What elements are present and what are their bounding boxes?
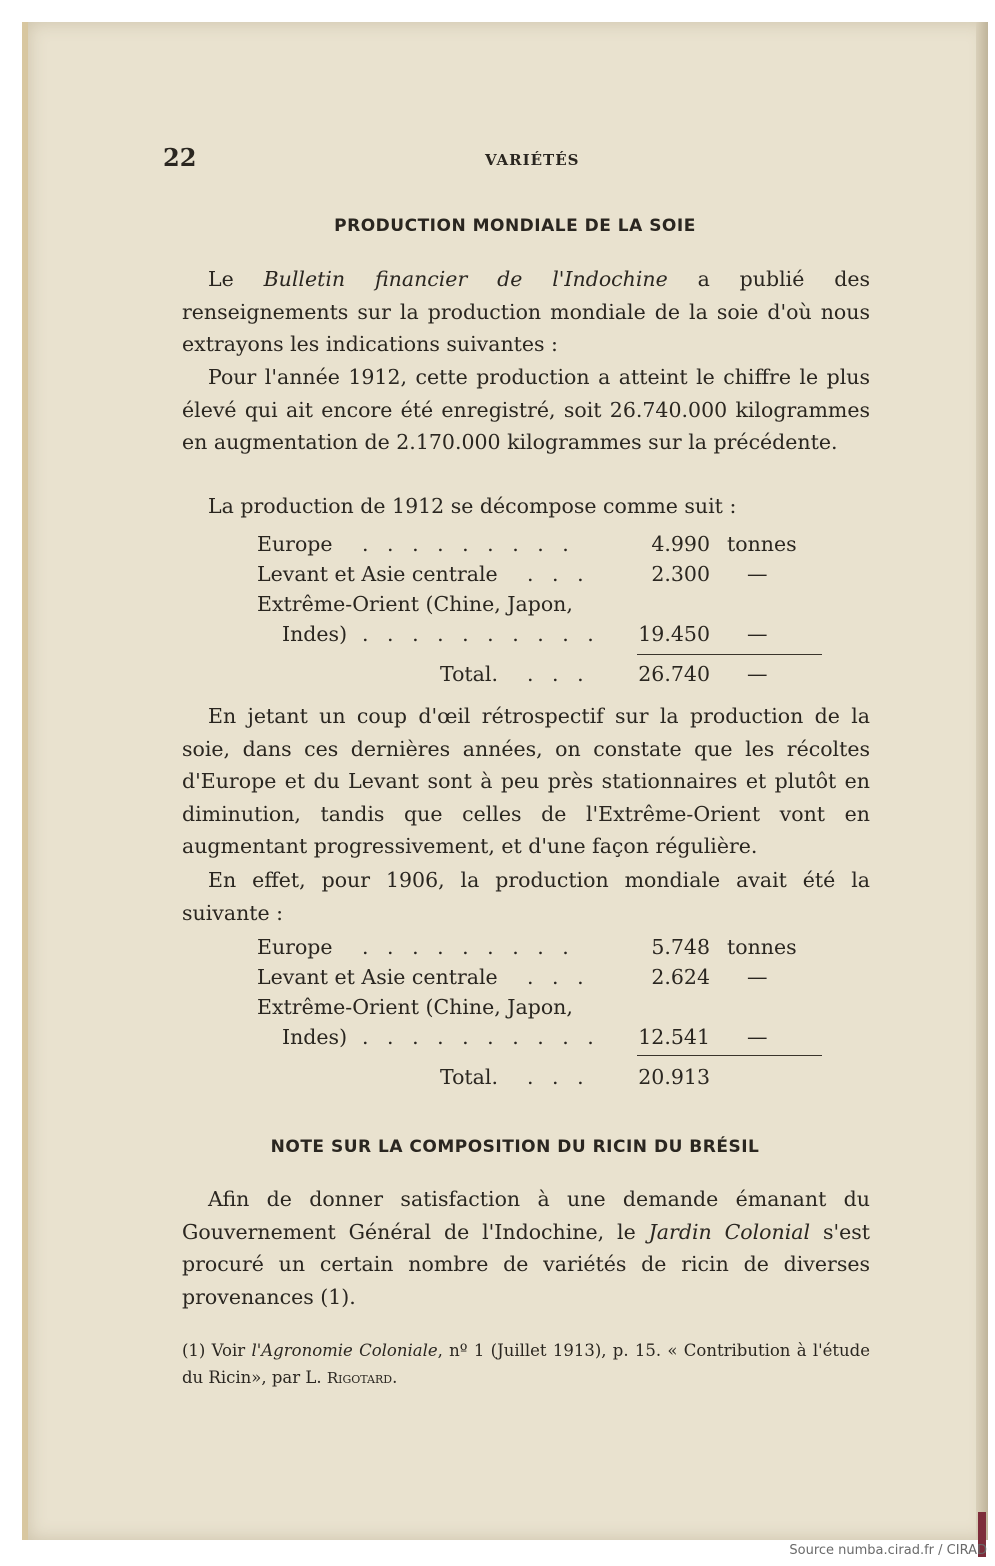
table-row (182, 622, 870, 652)
row-unit: tonnes (727, 532, 797, 556)
page-number: 22 (163, 143, 197, 172)
paragraph-breakdown-text: La production de 1912 se décompose comme suit : (208, 494, 737, 518)
row-label: Indes) (282, 622, 348, 646)
page-edge (976, 22, 988, 1540)
sum-rule (637, 654, 822, 655)
table-row (182, 532, 870, 562)
paragraph-retrospective-text: En jetant un coup d'œil rétrospectif sur la production de la soie, dans ces dernières années, on constate que les récoltes d'Europe et du Levant sont à peu près stationnaires et plutôt en diminution, tandis que celles de l'Extrême-Orient vont en augmentant progressivement, et d'une façon régulière. (182, 704, 870, 858)
paragraph-retrospective (182, 700, 870, 863)
row-unit: — (747, 1025, 768, 1049)
table-row (182, 935, 870, 965)
footnote (182, 1337, 870, 1392)
paragraph-intro (182, 263, 870, 361)
paragraph-1906-text: En effet, pour 1906, la production mondiale avait été la suivante : (182, 868, 870, 925)
paragraph-ricin (182, 1183, 870, 1313)
row-label: Indes) (282, 1025, 348, 1049)
row-unit: — (747, 965, 768, 989)
total-label: Total. (440, 662, 498, 686)
source-credit: Source numba.cirad.fr / CIRAD (789, 1543, 987, 1558)
row-label: Extrême-Orient (Chine, Japon, (257, 995, 573, 1019)
table-row (182, 995, 870, 1025)
row-unit: — (747, 662, 768, 686)
paragraph-1906 (182, 864, 870, 929)
leader-dots: . . . . . . . . . . (362, 1025, 600, 1049)
table-row (182, 562, 870, 592)
page-header (163, 143, 873, 173)
row-value: 5.748 (651, 935, 710, 959)
leader-dots: . . . (527, 965, 590, 989)
footnote-end: . (392, 1368, 398, 1387)
leader-dots: . . . . . . . . . . (362, 622, 600, 646)
total-value: 20.913 (638, 1065, 710, 1089)
jardin-colonial: Jardin Colonial (648, 1219, 811, 1244)
row-value: 19.450 (638, 622, 710, 646)
leader-dots: . . . (527, 562, 590, 586)
row-unit: — (747, 562, 768, 586)
table-total-row (182, 662, 870, 692)
section-title-ricin: NOTE SUR LA COMPOSITION DU RICIN DU BRÉSIL (270, 1137, 760, 1157)
table-row (182, 965, 870, 995)
total-value: 26.740 (638, 662, 710, 686)
table-total-row (182, 1065, 870, 1095)
row-label: Levant et Asie centrale (257, 965, 498, 989)
row-label: Europe (257, 935, 333, 959)
sum-rule (637, 1055, 822, 1056)
footnote-rest: , nº 1 (Juillet 1913), p. 15. « Contribution à l'étude du Ricin», par L. (182, 1341, 870, 1387)
paragraph-intro-rest: a publié des renseignements sur la production mondiale de la soie d'où nous extrayons les indications suivantes : (182, 267, 871, 356)
table-row (182, 592, 870, 622)
leader-dots: . . . . . . . . . (362, 935, 575, 959)
bulletin-title: Bulletin financier de l'Indochine (263, 267, 668, 291)
total-label: Total. (440, 1065, 498, 1089)
paragraph-1912 (182, 361, 870, 459)
row-value: 2.624 (651, 965, 710, 989)
row-label: Levant et Asie centrale (257, 562, 498, 586)
paragraph-ricin-rest: s'est procuré un certain nombre de variétés de ricin de diverses provenances (1). (182, 1219, 870, 1309)
leader-dots: . . . . . . . . . (362, 532, 575, 556)
paragraph-breakdown (182, 490, 870, 523)
leader-dots: . . . (527, 662, 590, 686)
running-head: VARIÉTÉS (485, 151, 580, 169)
footnote-start: (1) Voir (182, 1341, 252, 1360)
row-value: 2.300 (651, 562, 710, 586)
row-unit: tonnes (727, 935, 797, 959)
row-value: 12.541 (638, 1025, 710, 1049)
paragraph-ricin-start: Afin de donner satisfaction à une demande émanant du Gouvernement Général de l'Indochine, le (182, 1187, 870, 1244)
paragraph-1912-text: Pour l'année 1912, cette production a atteint le chiffre le plus élevé qui ait encore été enregistré, soit 26.740.000 kilogrammes en augmentation de 2.170.000 kilogrammes sur la précédente. (182, 365, 870, 454)
row-unit: — (747, 622, 768, 646)
section-title-silk: PRODUCTION MONDIALE DE LA SOIE (334, 216, 696, 236)
leader-dots: . . . (527, 1065, 590, 1089)
footnote-author: Rigotard (326, 1369, 393, 1387)
paragraph-intro-start: Le (208, 267, 264, 291)
table-row (182, 1025, 870, 1055)
row-value: 4.990 (651, 532, 710, 556)
row-label: Europe (257, 532, 333, 556)
journal-title: l'Agronomie Coloniale (251, 1341, 438, 1360)
row-label: Extrême-Orient (Chine, Japon, (257, 592, 573, 616)
